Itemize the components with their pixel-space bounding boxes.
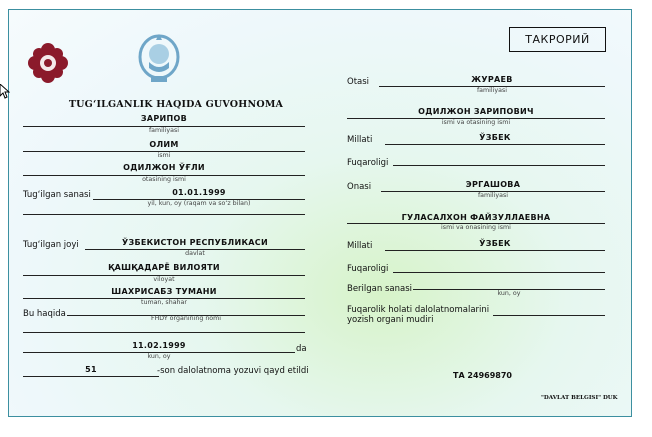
birth-region: ҚАШҚАДАРЁ ВИЛОЯТИ — [108, 263, 220, 272]
birth-date-value: 01.01.1999 — [172, 188, 226, 197]
issue-date-label: Berilgan sanasi — [347, 284, 412, 294]
birth-place-label: Tug‘ilgan joyi — [23, 240, 79, 250]
caption: familiyasi — [477, 192, 509, 199]
child-name: ОЛИМ — [149, 140, 179, 149]
mother-citizenship-label: Fuqaroligi — [347, 264, 389, 274]
father-nationality-label: Millati — [347, 135, 373, 145]
rule — [385, 144, 605, 145]
birth-country: ЎЗБЕКИСТОН РЕСПУБЛИКАСИ — [122, 238, 268, 247]
caption: FHDY organining nomi — [150, 315, 222, 322]
caption: kun, oy — [147, 353, 171, 360]
state-emblem-icon — [137, 32, 181, 86]
mother-name: ГУЛАСАЛХОН ФАЙЗУЛЛАЕВНА — [401, 213, 551, 222]
caption: ismi — [157, 152, 171, 159]
document-title: TUG‘ILGANLIK HAQIDA GUVOHNOMA — [68, 99, 284, 110]
birth-certificate — [8, 9, 632, 417]
birth-date-label: Tug‘ilgan sanasi — [23, 190, 91, 200]
mother-nationality-label: Millati — [347, 241, 373, 251]
father-surname: ЖУРАЕВ — [471, 75, 513, 84]
printer-mark: "DAVLAT BELGISI" DUK — [541, 395, 618, 401]
caption: yil, kun, oy (raqam va so‘z bilan) — [147, 200, 251, 207]
record-date-suffix: da — [296, 344, 307, 354]
rule — [23, 332, 305, 333]
father-name: ОДИЛЖОН ЗАРИПОВИЧ — [418, 107, 534, 116]
serial-number: ТА 24969870 — [453, 371, 512, 380]
rule — [23, 376, 159, 377]
rule — [385, 250, 605, 251]
caption: tuman, shahar — [140, 299, 187, 306]
caption: davlat — [185, 250, 205, 257]
birth-district: ШАХРИСАБЗ ТУМАНИ — [111, 287, 217, 296]
father-label: Otasi — [347, 77, 370, 87]
mother-nationality: ЎЗБЕК — [479, 239, 511, 248]
caption: familiyasi — [476, 87, 508, 94]
caption: otasining ismi — [142, 176, 186, 183]
caption: viloyat — [153, 276, 175, 283]
record-number-suffix: -son dalolatnoma yozuvi qayd etildi — [157, 366, 309, 376]
caption: ismi va otasining ismi — [441, 119, 511, 126]
record-date: 11.02.1999 — [132, 341, 186, 350]
mother-label: Onasi — [347, 182, 372, 192]
caption: ismi va onasining ismi — [441, 224, 511, 231]
child-surname: ЗАРИПОВ — [140, 114, 188, 123]
record-label: Bu haqida — [23, 309, 66, 319]
duplicate-stamp: ТАКРОРИЙ — [509, 27, 606, 52]
authority-label: Fuqarolik holati dalolatnomalarini yozish organi mudiri — [347, 305, 490, 325]
rule — [393, 165, 605, 166]
caption: kun, oy — [497, 290, 521, 297]
record-number: 51 — [85, 365, 97, 374]
rule — [493, 315, 605, 316]
father-citizenship-label: Fuqaroligi — [347, 158, 389, 168]
mouse-cursor-icon — [0, 84, 10, 100]
rule — [23, 214, 305, 215]
rule — [393, 272, 605, 273]
rosette-icon — [26, 41, 70, 85]
caption: familiyasi — [148, 127, 180, 134]
mother-surname: ЭРГАШОВА — [465, 180, 521, 189]
father-nationality: ЎЗБЕК — [479, 133, 511, 142]
child-patronymic: ОДИЛЖОН ЎҒЛИ — [123, 163, 205, 172]
